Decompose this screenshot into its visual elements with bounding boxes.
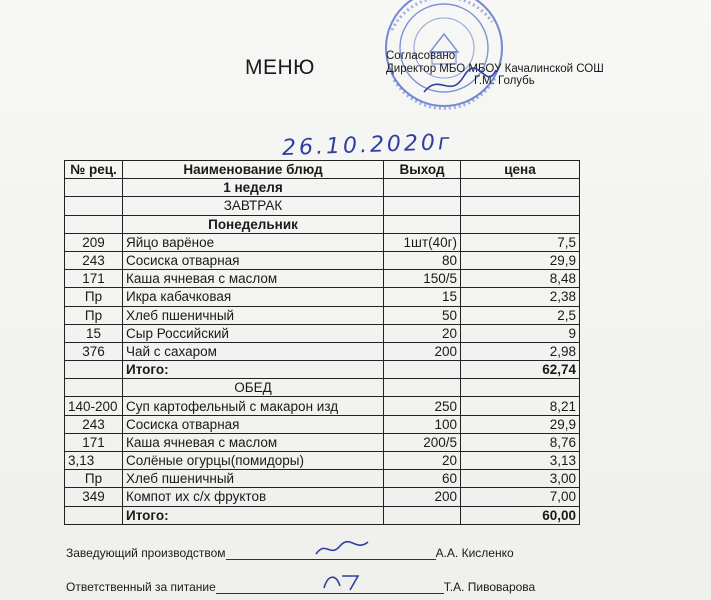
responsible-signature [318, 570, 370, 594]
dish-output: 20 [384, 324, 461, 342]
dish-output: 100 [384, 415, 461, 433]
week-row [65, 179, 580, 197]
lunch-section-row [65, 379, 580, 397]
table-row [65, 233, 580, 251]
table-row [65, 288, 580, 306]
breakfast-total-value: 62,74 [461, 361, 580, 379]
table-row [65, 306, 580, 324]
responsible-label: Ответственный за питание [66, 580, 216, 594]
table-row [65, 342, 580, 360]
table-row [65, 452, 580, 470]
table-row [65, 415, 580, 433]
table-row [65, 470, 580, 488]
lunch-total-row [65, 506, 580, 524]
dish-output: 50 [384, 306, 461, 324]
breakfast-label: ЗАВТРАК [123, 197, 384, 215]
breakfast-total-label: Итого: [123, 361, 384, 379]
dish-name: Икра кабачковая [123, 288, 384, 306]
approval-line-2: Директор МБО МБОУ Качалинской СОШ [386, 62, 604, 75]
dish-name: Каша ячневая с маслом [123, 270, 384, 288]
dish-price: 29,9 [461, 415, 580, 433]
dish-price: 2,38 [461, 288, 580, 306]
table-row [65, 488, 580, 506]
dish-price: 2,5 [461, 306, 580, 324]
dish-output: 15 [384, 288, 461, 306]
recipe-number: 140-200 [65, 397, 123, 415]
dish-output: 1шт(40г) [384, 233, 461, 251]
dish-name: Хлеб пшеничный [123, 470, 384, 488]
dish-name: Компот их с/х фруктов [123, 488, 384, 506]
dish-output: 80 [384, 251, 461, 269]
table-row [65, 433, 580, 451]
manager-label: Заведующий производством [66, 546, 226, 560]
recipe-number: Пр [65, 306, 123, 324]
dish-name: Каша ячневая с маслом [123, 433, 384, 451]
dish-name: Суп картофельный с макарон изд [123, 397, 384, 415]
dish-output: 60 [384, 470, 461, 488]
recipe-number: 243 [65, 415, 123, 433]
recipe-number: 243 [65, 251, 123, 269]
recipe-number: Пр [65, 288, 123, 306]
dish-price: 3,00 [461, 470, 580, 488]
dish-output: 20 [384, 452, 461, 470]
dish-output: 250 [384, 397, 461, 415]
dish-name: Солёные огурцы(помидоры) [123, 452, 384, 470]
table-row [65, 251, 580, 269]
dish-price: 3,13 [461, 452, 580, 470]
recipe-number: 171 [65, 270, 123, 288]
dish-name: Сосиска отварная [123, 251, 384, 269]
dish-output: 200/5 [384, 433, 461, 451]
manager-signature [312, 538, 372, 560]
dish-price: 7,00 [461, 488, 580, 506]
table-row [65, 324, 580, 342]
header-price: цена [461, 161, 580, 179]
dish-price: 2,98 [461, 342, 580, 360]
menu-table [64, 160, 580, 525]
recipe-number: 349 [65, 488, 123, 506]
dish-output: 150/5 [384, 270, 461, 288]
dish-price: 8,76 [461, 433, 580, 451]
approval-line-1: Согласовано [386, 50, 456, 62]
day-label: Понедельник [123, 215, 384, 233]
dish-price: 29,9 [461, 251, 580, 269]
dish-name: Хлеб пшеничный [123, 306, 384, 324]
page-title: МЕНЮ [245, 56, 315, 79]
recipe-number: Пр [65, 470, 123, 488]
recipe-number: 209 [65, 233, 123, 251]
responsible-name: Т.А. Пивоварова [443, 580, 536, 594]
dish-name: Сыр Российский [123, 324, 384, 342]
header-output: Выход [384, 161, 461, 179]
header-dish: Наименование блюд [123, 161, 384, 179]
dish-name: Яйцо варёное [123, 233, 384, 251]
date-handwritten: 26.10.2020г [281, 130, 453, 161]
dish-output: 200 [384, 488, 461, 506]
header-recipe: № рец. [65, 161, 123, 179]
week-label: 1 неделя [123, 179, 384, 197]
breakfast-section-row [65, 197, 580, 215]
lunch-total-label: Итого: [123, 506, 384, 524]
lunch-total-value: 60,00 [461, 506, 580, 524]
table-row [65, 397, 580, 415]
dish-name: Чай с сахаром [123, 342, 384, 360]
table-header-row [65, 161, 580, 179]
dish-price: 7,5 [461, 233, 580, 251]
dish-name: Сосиска отварная [123, 415, 384, 433]
recipe-number: 376 [65, 342, 123, 360]
recipe-number: 171 [65, 433, 123, 451]
lunch-label: ОБЕД [123, 379, 384, 397]
recipe-number: 15 [65, 324, 123, 342]
responsible-line [66, 580, 535, 594]
breakfast-total-row [65, 361, 580, 379]
dish-output: 200 [384, 342, 461, 360]
dish-price: 8,48 [461, 270, 580, 288]
recipe-number: 3,13 [65, 452, 123, 470]
breakfast-rows [65, 233, 580, 360]
dish-price: 9 [461, 324, 580, 342]
manager-line [66, 546, 514, 560]
table-row [65, 270, 580, 288]
approval-line-3: Г.М. Голубь [474, 75, 535, 87]
dish-price: 8,21 [461, 397, 580, 415]
director-signature [420, 62, 500, 102]
manager-name: А.А. Кисленко [435, 546, 514, 560]
day-row [65, 215, 580, 233]
lunch-rows [65, 397, 580, 506]
